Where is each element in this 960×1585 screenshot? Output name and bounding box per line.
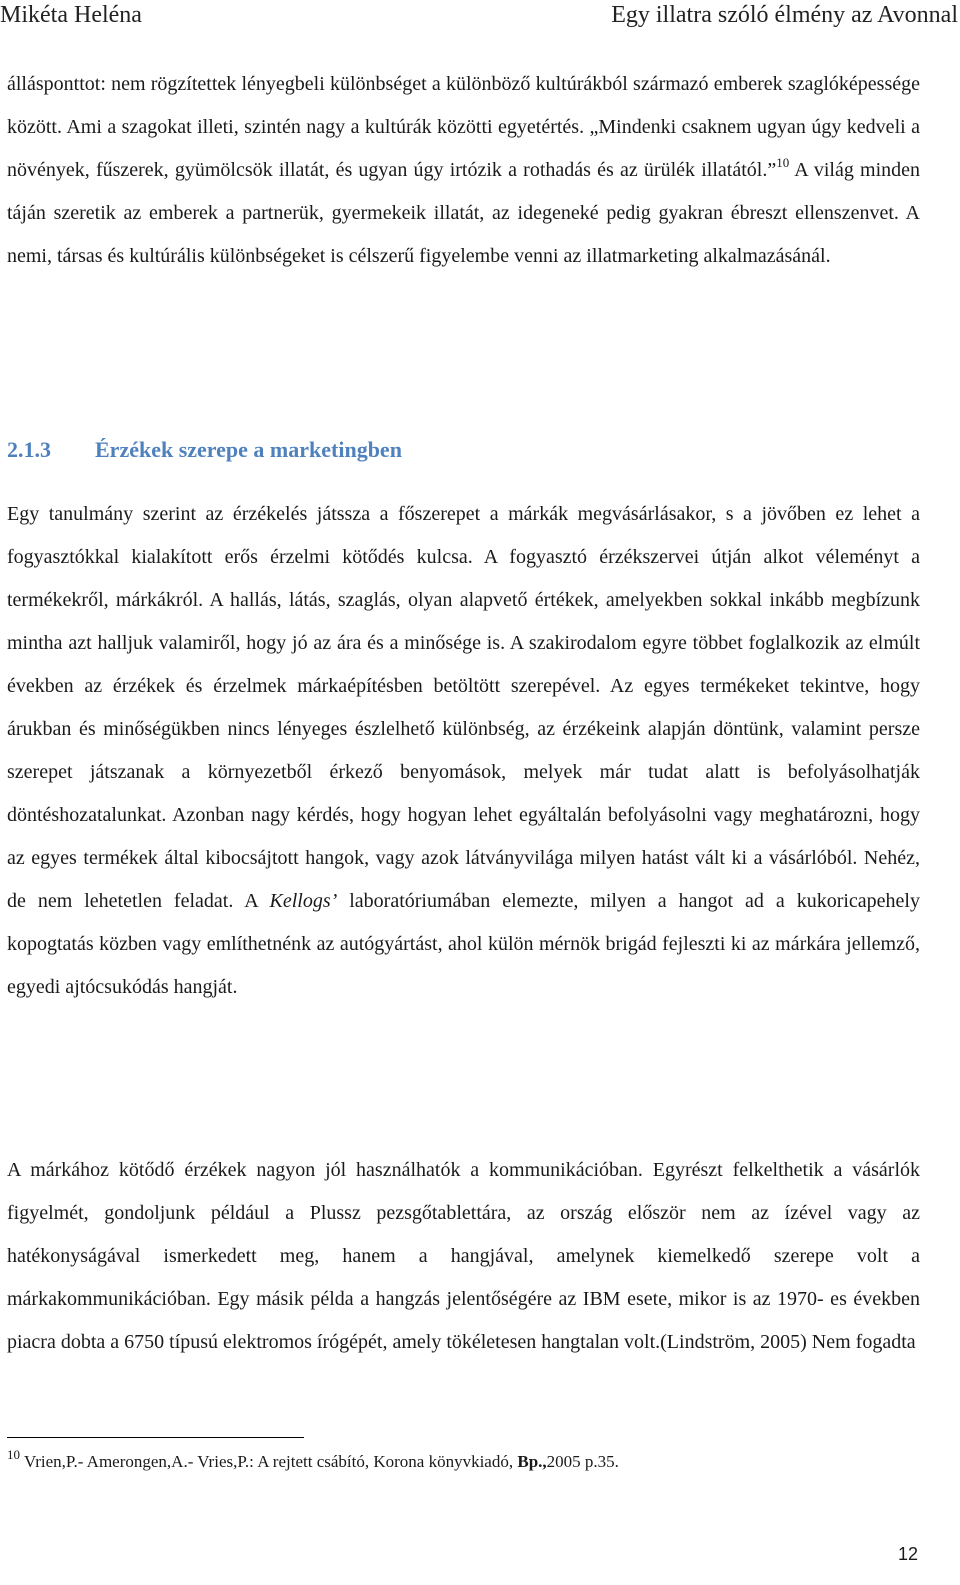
section-title: Érzékek szerepe a marketingben bbox=[95, 437, 402, 462]
paragraph-1 bbox=[7, 63, 920, 278]
paragraph-2-text-b: laboratóriumában elemezte, milyen a hangot ad a kukoricapehely kopogtatás közben vagy említhetnénk az autógyártást, ahol külön mérnök brigád fejleszti ki az márkára jellemző, egyedi ajtócsukódás hangját. bbox=[7, 890, 920, 998]
paragraph-2 bbox=[7, 493, 920, 1009]
footnote bbox=[7, 1447, 920, 1473]
page-header bbox=[0, 0, 960, 30]
paragraph-2-text-a: Egy tanulmány szerint az érzékelés játssza a főszerepet a márkák megvásárlásakor, s a jövőben ez lehet a fogyasztókkal kialakított erős érzelmi kötődés kulcsa. A fogyasztó érzékszervei útján alkot véleményt a termékekről, márkákról. A hallás, látás, szaglás, olyan alapvető értékek, amelyekben sokkal inkább megbízunk mintha azt halljuk valamiről, hogy jó az ára és a minősége is. A szakirodalom egyre többet foglalkozik az elmúlt években az érzékek és érzelmek márkaépítésben betöltött szerepével. Az egyes termékeket tekintve, hogy árukban és minőségükben nincs lényeges észlelhető különbség, az érzékeink alapján döntünk, valamint persze szerepet játszanak a környezetből érkező benyomások, melyek már tudat alatt is befolyásolhatják döntéshozatalunkat. Azonban nagy kérdés, hogy hogyan lehet egyáltalán befolyásolni vagy meghatározni, hogy az egyes termékek által kibocsájtott hangok, vagy azok látványvilága milyen hatást vált ki a vásárlóból. Nehéz, de nem lehetetlen feladat. A bbox=[7, 503, 920, 912]
paragraph-2-emphasis: Kellogs’ bbox=[269, 890, 338, 912]
footnote-reference: 10 bbox=[776, 155, 790, 171]
paragraph-3 bbox=[7, 1149, 920, 1364]
page-number: 12 bbox=[897, 1544, 918, 1564]
paragraph-3-text: A márkához kötődő érzékek nagyon jól használhatók a kommunikációban. Egyrészt felkelthetik a vásárlók figyelmét, gondoljunk például a Plussz pezsgőtablettára, az ország először nem az ízével vagy az hatékonyságával ismerkedett meg, hanem a hangjával, amelynek kiemelkedő szerepe volt a márkakommunikációban. Egy másik példa a hangzás jelentőségére az IBM esete, mikor is az 1970- es években piacra dobta a 6750 típusú elektromos írógépét, amely tökéletesen hangtalan volt.(Lindström, 2005) Nem fogadta bbox=[7, 1159, 920, 1353]
footnote-number: 10 bbox=[7, 1447, 20, 1463]
paragraph-1-text-a: állásponttot: nem rögzítettek lényegbeli különbséget a különböző kultúrákból származó emberek szaglóképessége között. Ami a szagokat illeti, szintén nagy a kultúrák közötti egyetértés. „Mindenki csaknem ugyan úgy kedveli a növények, fűszerek, gyümölcsök illatát, és ugyan úgy irtózik a rothadás és az ürülék illatától.” bbox=[7, 73, 920, 181]
footnote-text-b: 2005 p.35. bbox=[546, 1452, 619, 1471]
header-title: Egy illatra szóló élmény az Avonnal bbox=[611, 2, 958, 28]
footnote-bold: Bp., bbox=[517, 1452, 547, 1471]
section-number: 2.1.3 bbox=[7, 437, 51, 462]
footnote-text-a: Vrien,P.- Amerongen,A.- Vries,P.: A rejtett csábító, Korona könyvkiadó, bbox=[20, 1452, 518, 1471]
section-heading bbox=[7, 430, 920, 470]
paragraph-1-text-b: A világ minden táján szeretik az emberek a partnerük, gyermekeik illatát, az idegeneké pedig gyakran ébreszt ellenszenvet. A nemi, társas és kultúrális különbségeket is célszerű figyelembe venni az illatmarketing alkalmazásánál. bbox=[7, 159, 921, 267]
header-author: Mikéta Heléna bbox=[0, 2, 142, 28]
footnote-separator bbox=[7, 1437, 304, 1438]
